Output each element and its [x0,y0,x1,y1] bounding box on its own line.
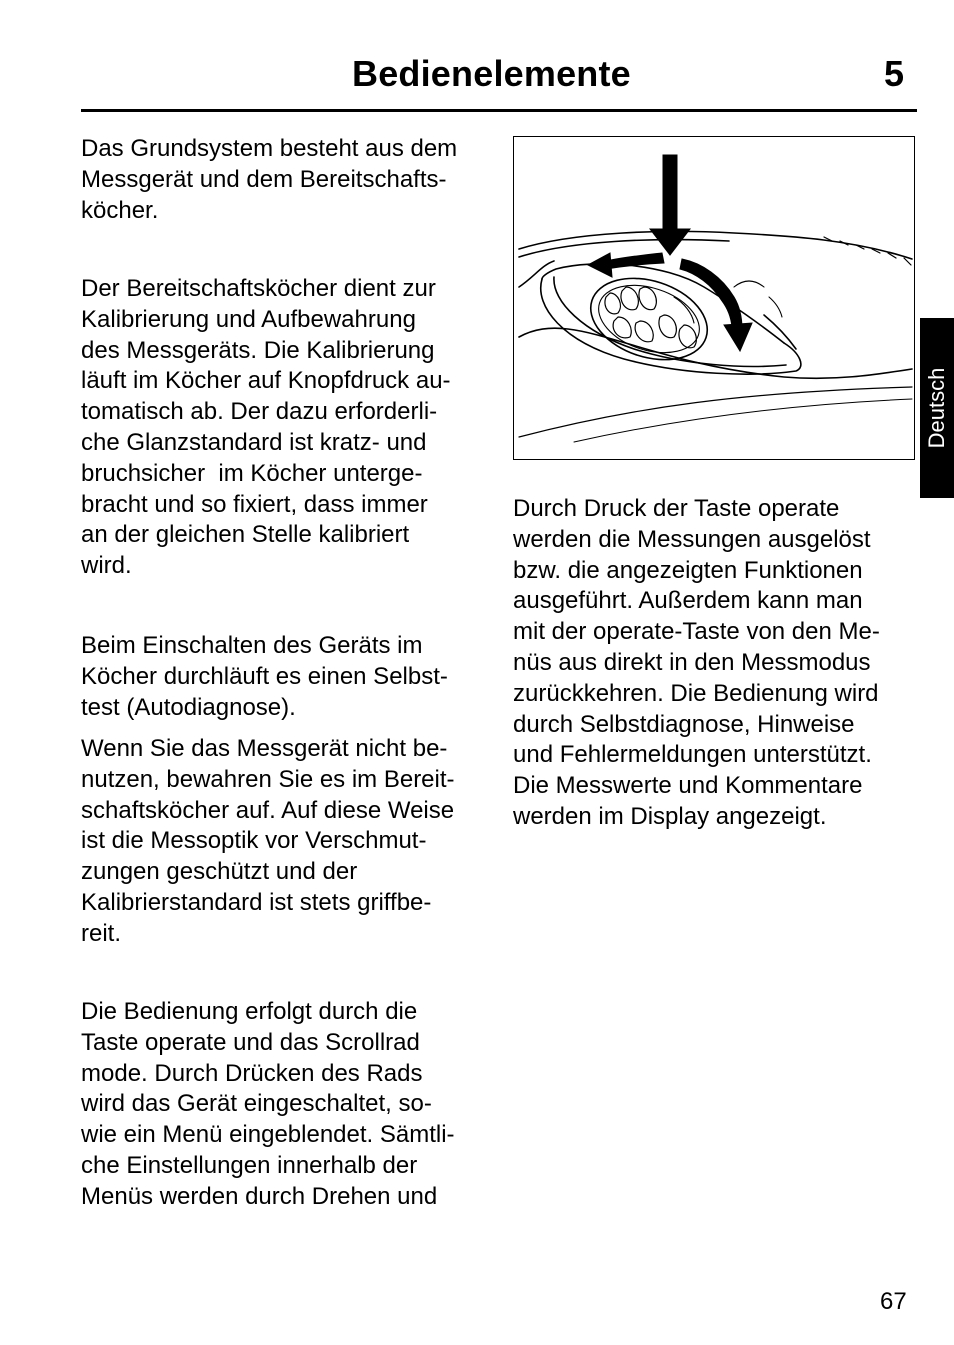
self-test-paragraph: Beim Einschalten des Geräts im Köcher durchläuft es einen Selbst- test (Autodiagnose). [81,632,448,721]
operation-paragraph: Die Bedienung erfolgt durch die Taste operate und das Scrollrad mode. Durch Drücken des Rads wird das Gerät eingeschaltet, so- wie ein Menü eingeblendet. Sämtli- che Einstellungen innerhalb der Menüs werden durch Drehen und [81,998,455,1210]
page-title: Bedienelemente [352,53,631,94]
holster-paragraph: Der Bereitschaftsköcher dient zur Kalibrierung und Aufbewahrung des Messgeräts. Die Kalibrierung läuft im Köcher auf Knopfdruck au- tomatisch ab. Der dazu erforderli- che Glanzstandard ist kratz- und bruchsicher im Köcher unterge- bracht und so fixiert, dass immer an der gleichen Stelle kalibriert wird. [81,275,451,580]
language-tab-label: Deutsch [924,367,949,449]
intro-paragraph: Das Grundsystem besteht aus dem Messgerät und dem Bereitschafts- köcher. [81,135,458,224]
language-tab [920,318,954,498]
page-number: 67 [880,1288,907,1315]
scroll-wheel-press-and-rotate-illustration [514,137,913,458]
chapter-number: 5 [884,53,905,94]
scroll-wheel-figure [513,136,915,460]
storage-paragraph: Wenn Sie das Messgerät nicht be- nutzen, bewahren Sie es im Bereit- schaftsköcher auf. Auf diese Weise ist die Messoptik vor Verschmut- zungen geschützt und der Kalibrierstandard ist stets griffbe- reit. [81,735,455,947]
operate-button-paragraph: Durch Druck der Taste operate werden die Messungen ausgelöst bzw. die angezeigten Funktionen ausgeführt. Außerdem kann man mit der operate-Taste von den Me- nüs aus direkt in den Messmodus zurückkehren. Die Bedienung wird durch Selbstdiagnose, Hinweise und Fehlermeldungen unterstützt. Die Messwerte und Kommentare werden im Display angezeigt. [513,495,880,830]
title-divider [81,109,917,112]
